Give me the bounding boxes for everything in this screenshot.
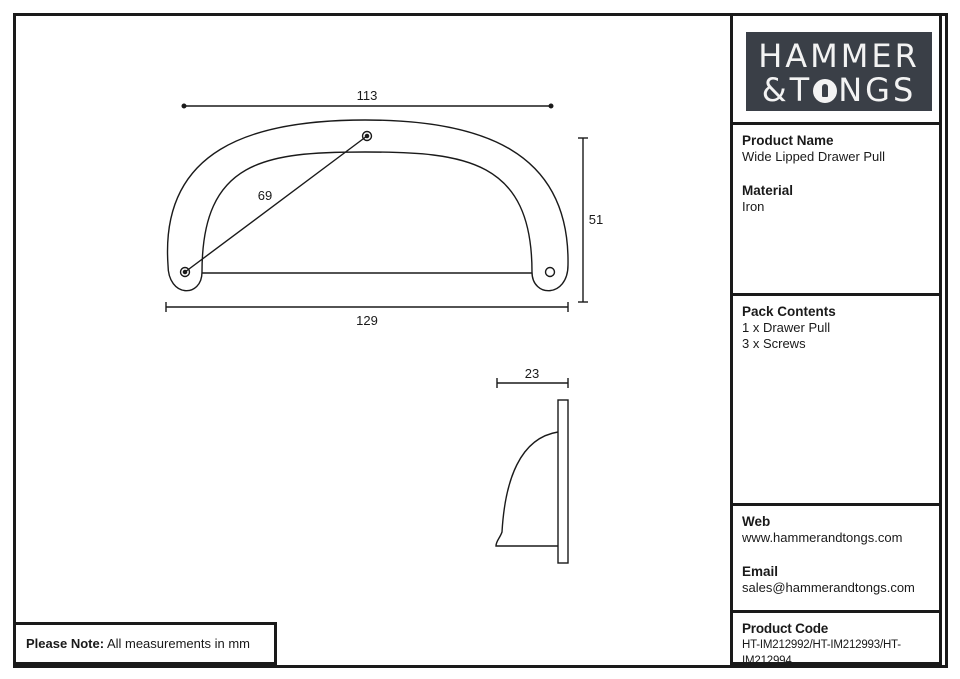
- handle-front-outline: [168, 120, 569, 291]
- top-width-label: 113: [356, 88, 378, 103]
- height-label: 51: [588, 212, 604, 227]
- pack-contents-panel: [730, 293, 942, 506]
- list-item: 1 x Drawer Pull: [742, 320, 831, 335]
- overall-width-label: 129: [356, 313, 378, 328]
- product-name-value: Wide Lipped Drawer Pull: [742, 149, 886, 164]
- product-code-label: Product Code: [742, 621, 829, 636]
- logo-line-2: &T NGS: [761, 71, 917, 109]
- brand-logo: [746, 32, 932, 111]
- product-code-value: HT-IM212992/HT-IM212993/HT-IM212994: [742, 639, 901, 667]
- side-view-backplate: [558, 400, 568, 563]
- email-label: Email: [742, 564, 779, 579]
- pack-contents-label: Pack Contents: [742, 304, 836, 319]
- note-label: Please Note:: [26, 636, 105, 651]
- list-item: 3 x Screws: [742, 336, 806, 351]
- product-code-panel: [730, 610, 942, 665]
- diagonal-dimension-line: [185, 136, 367, 272]
- screw-hole-right: [546, 268, 555, 277]
- logo-panel: [730, 13, 942, 125]
- side-view-profile: [496, 432, 558, 546]
- contact-panel: [730, 503, 942, 613]
- material-value: Iron: [742, 199, 765, 214]
- note-text: All measurements in mm: [104, 636, 250, 651]
- email-link[interactable]: sales@hammerandtongs.com: [742, 580, 915, 595]
- logo-line-1: HAMMER: [758, 37, 920, 75]
- depth-label: 23: [524, 366, 540, 381]
- keyhole-icon: [813, 79, 837, 103]
- product-panel: [730, 122, 942, 296]
- web-link[interactable]: www.hammerandtongs.com: [742, 530, 903, 545]
- measurement-note: [13, 622, 277, 665]
- material-label: Material: [742, 183, 794, 198]
- diagonal-label: 69: [257, 188, 273, 203]
- product-name-label: Product Name: [742, 133, 834, 148]
- web-label: Web: [742, 514, 771, 529]
